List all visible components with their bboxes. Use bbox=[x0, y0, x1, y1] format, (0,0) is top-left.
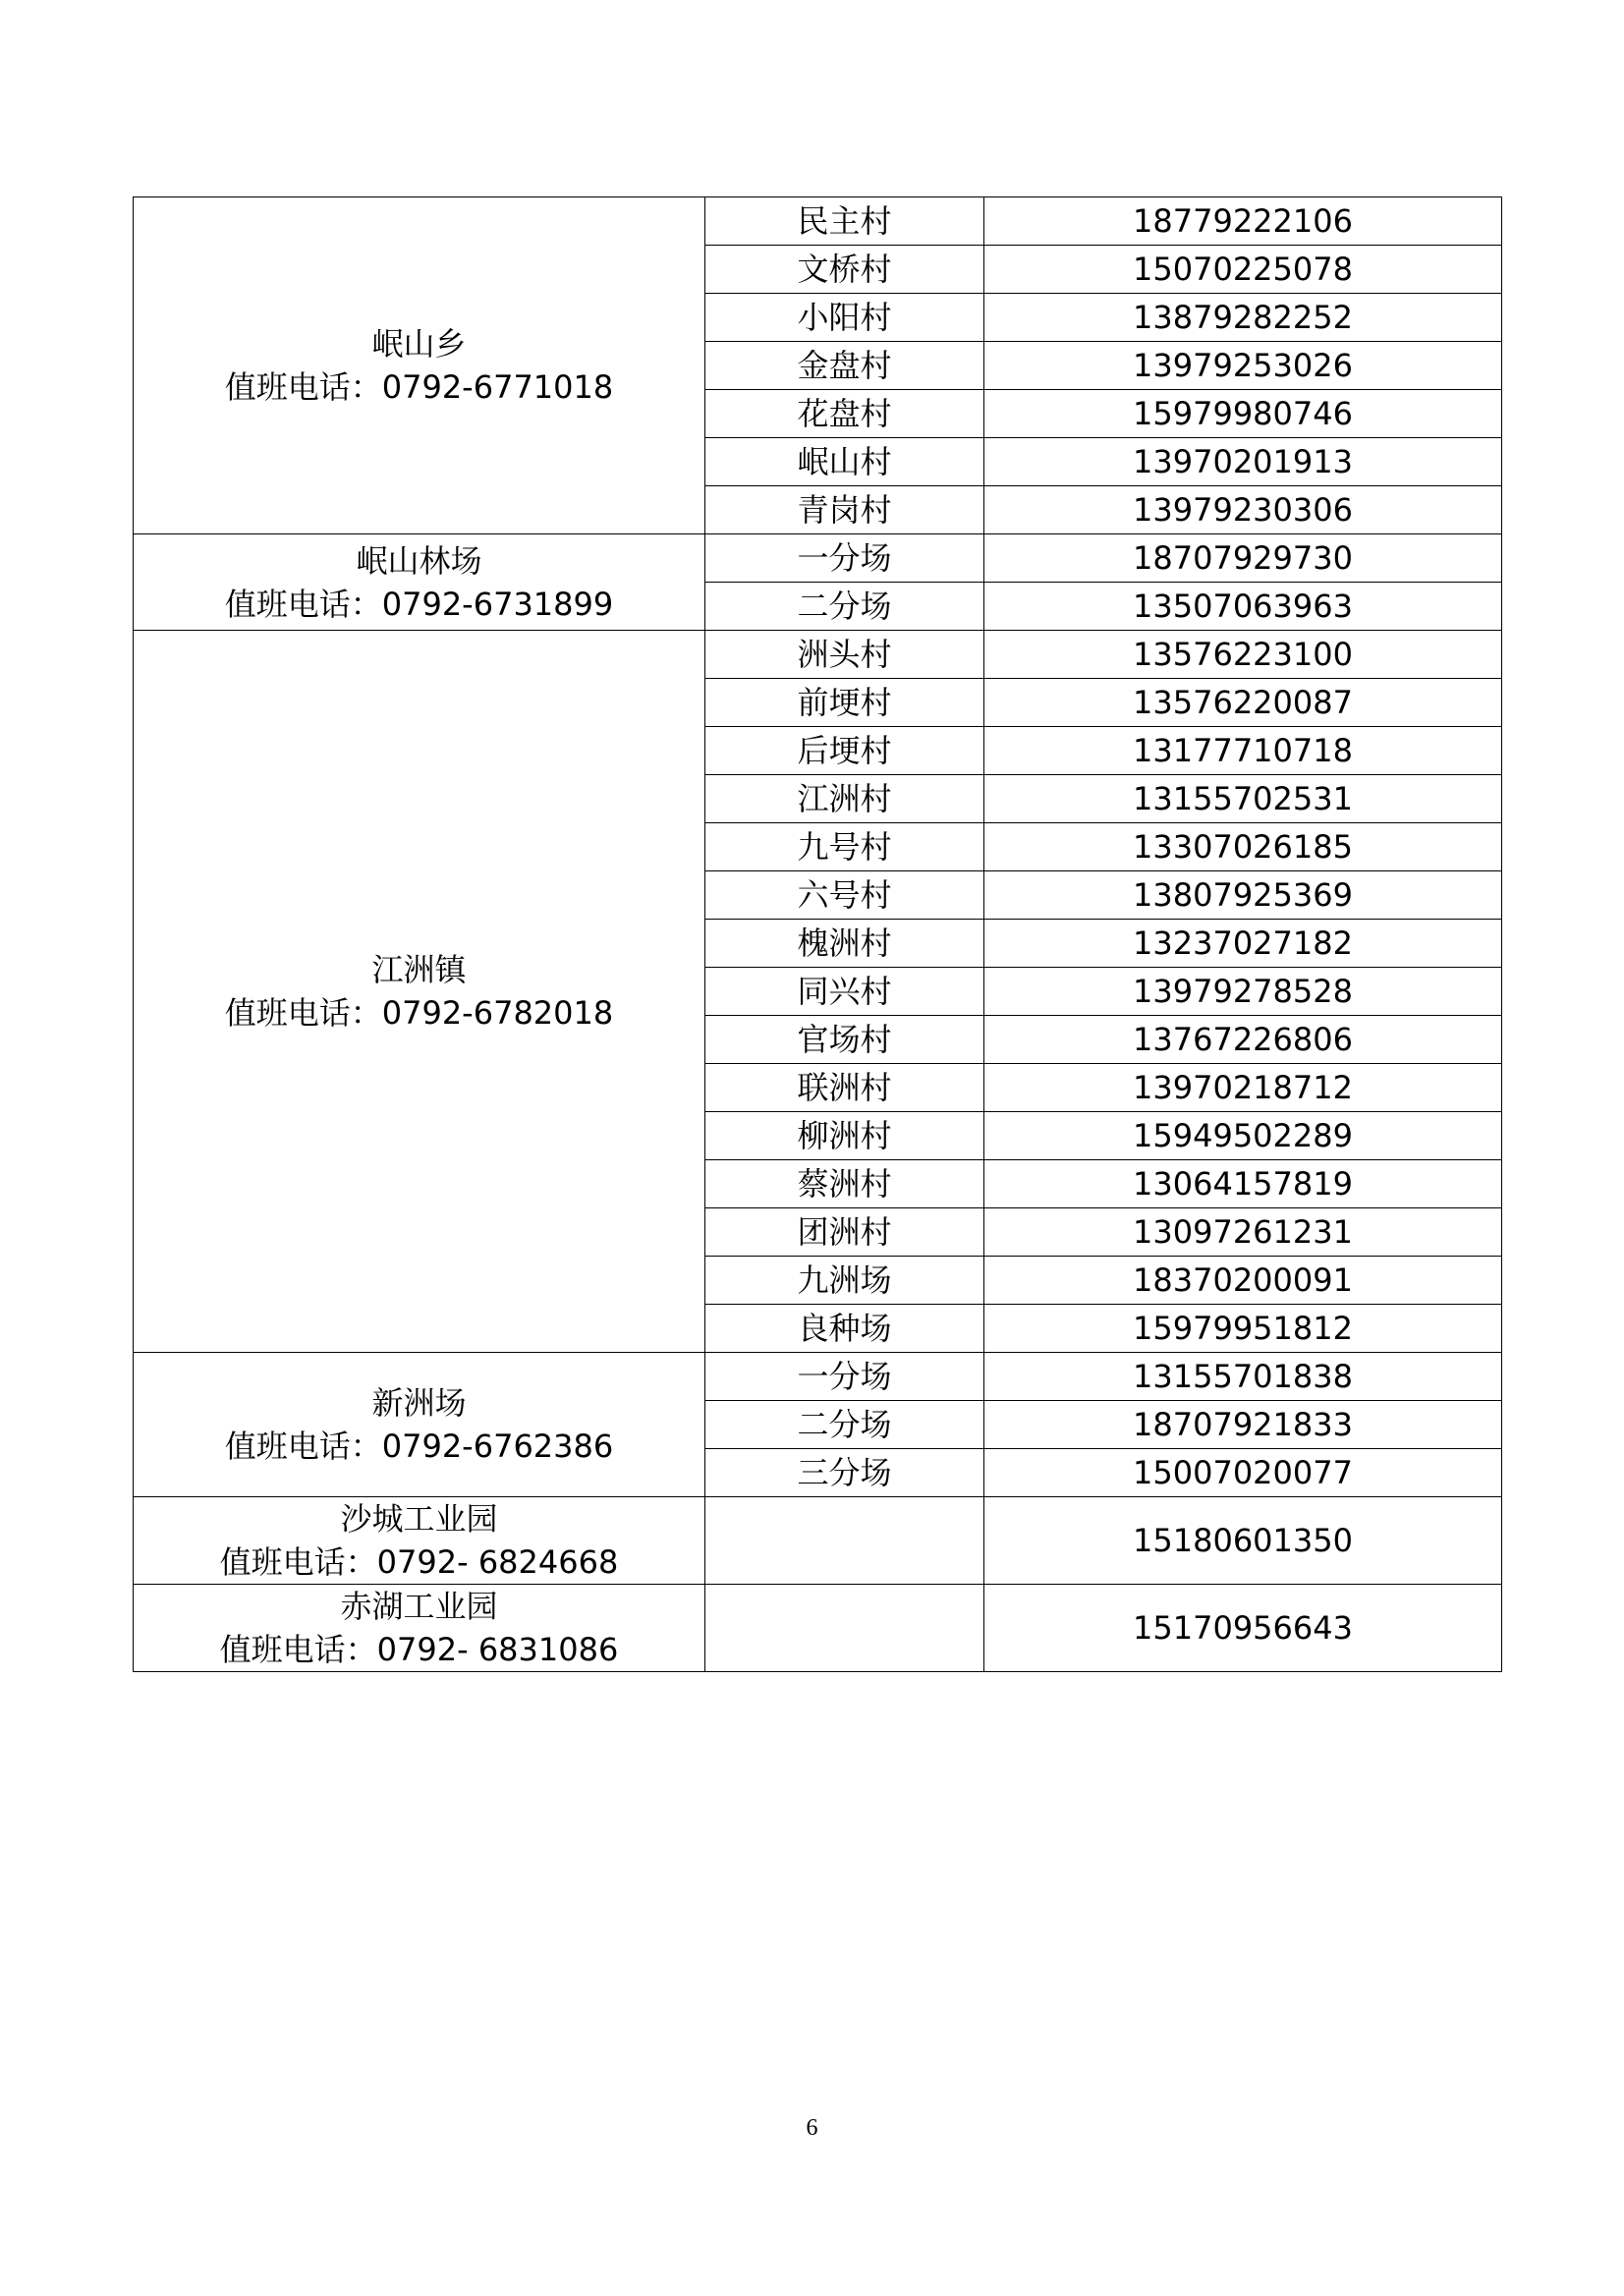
phone-cell: 13979253026 bbox=[984, 342, 1502, 390]
village-cell: 江洲村 bbox=[705, 775, 984, 823]
duty-phone: 值班电话：0792- 6831086 bbox=[219, 1631, 619, 1668]
village-cell: 青岗村 bbox=[705, 486, 984, 534]
village-cell: 二分场 bbox=[705, 583, 984, 631]
phone-cell: 13064157819 bbox=[984, 1160, 1502, 1208]
village-cell: 良种场 bbox=[705, 1305, 984, 1353]
village-cell: 岷山村 bbox=[705, 438, 984, 486]
village-cell: 三分场 bbox=[705, 1449, 984, 1497]
village-cell: 蔡洲村 bbox=[705, 1160, 984, 1208]
unit-name: 沙城工业园 bbox=[340, 1500, 498, 1538]
village-cell: 六号村 bbox=[705, 871, 984, 920]
duty-phone-table bbox=[133, 196, 1502, 1672]
phone-cell: 18370200091 bbox=[984, 1257, 1502, 1305]
phone-cell: 18707929730 bbox=[984, 534, 1502, 583]
phone-cell: 13979278528 bbox=[984, 968, 1502, 1016]
unit-cell bbox=[134, 197, 705, 534]
phone-cell: 13970218712 bbox=[984, 1064, 1502, 1112]
village-cell: 后埂村 bbox=[705, 727, 984, 775]
phone-cell: 18707921833 bbox=[984, 1401, 1502, 1449]
village-cell: 花盘村 bbox=[705, 390, 984, 438]
duty-phone: 值班电话：0792-6762386 bbox=[224, 1428, 614, 1465]
phone-cell: 13879282252 bbox=[984, 294, 1502, 342]
unit-cell bbox=[134, 1497, 705, 1585]
table-row bbox=[134, 1497, 1502, 1585]
village-cell: 同兴村 bbox=[705, 968, 984, 1016]
unit-name: 岷山林场 bbox=[356, 541, 482, 580]
phone-cell: 13979230306 bbox=[984, 486, 1502, 534]
phone-cell: 13767226806 bbox=[984, 1016, 1502, 1064]
duty-phone: 值班电话：0792-6782018 bbox=[224, 994, 614, 1032]
village-cell: 小阳村 bbox=[705, 294, 984, 342]
village-cell: 官场村 bbox=[705, 1016, 984, 1064]
village-cell: 一分场 bbox=[705, 1353, 984, 1401]
table-row bbox=[134, 197, 1502, 246]
village-cell: 一分场 bbox=[705, 534, 984, 583]
unit-name: 江洲镇 bbox=[371, 951, 467, 988]
phone-cell: 13807925369 bbox=[984, 871, 1502, 920]
phone-cell: 15070225078 bbox=[984, 246, 1502, 294]
village-cell: 文桥村 bbox=[705, 246, 984, 294]
phone-cell: 15007020077 bbox=[984, 1449, 1502, 1497]
table-row bbox=[134, 1585, 1502, 1672]
table-row bbox=[134, 1353, 1502, 1401]
unit-name: 新洲场 bbox=[371, 1384, 467, 1422]
phone-cell: 15180601350 bbox=[984, 1497, 1502, 1585]
phone-cell: 13237027182 bbox=[984, 920, 1502, 968]
village-cell bbox=[705, 1585, 984, 1672]
phone-cell: 15949502289 bbox=[984, 1112, 1502, 1160]
village-cell: 九号村 bbox=[705, 823, 984, 871]
village-cell: 民主村 bbox=[705, 197, 984, 246]
unit-cell bbox=[134, 1353, 705, 1497]
village-cell: 二分场 bbox=[705, 1401, 984, 1449]
duty-phone: 值班电话：0792- 6824668 bbox=[219, 1543, 619, 1581]
table-body bbox=[134, 197, 1502, 1672]
phone-cell: 13177710718 bbox=[984, 727, 1502, 775]
table-row bbox=[134, 631, 1502, 679]
village-cell: 槐洲村 bbox=[705, 920, 984, 968]
village-cell: 柳洲村 bbox=[705, 1112, 984, 1160]
unit-cell bbox=[134, 631, 705, 1353]
unit-cell bbox=[134, 534, 705, 631]
village-cell bbox=[705, 1497, 984, 1585]
unit-name: 赤湖工业园 bbox=[340, 1588, 498, 1625]
phone-cell: 15170956643 bbox=[984, 1585, 1502, 1672]
duty-phone: 值班电话：0792-6771018 bbox=[224, 368, 614, 406]
unit-cell bbox=[134, 1585, 705, 1672]
village-cell: 联洲村 bbox=[705, 1064, 984, 1112]
village-cell: 金盘村 bbox=[705, 342, 984, 390]
duty-phone: 值班电话：0792-6731899 bbox=[224, 585, 614, 623]
village-cell: 前埂村 bbox=[705, 679, 984, 727]
phone-cell: 13576223100 bbox=[984, 631, 1502, 679]
table-row bbox=[134, 534, 1502, 583]
village-cell: 九洲场 bbox=[705, 1257, 984, 1305]
phone-cell: 13155702531 bbox=[984, 775, 1502, 823]
phone-cell: 15979980746 bbox=[984, 390, 1502, 438]
phone-cell: 15979951812 bbox=[984, 1305, 1502, 1353]
phone-cell: 13307026185 bbox=[984, 823, 1502, 871]
unit-name: 岷山乡 bbox=[371, 325, 467, 363]
phone-cell: 18779222106 bbox=[984, 197, 1502, 246]
phone-cell: 13970201913 bbox=[984, 438, 1502, 486]
page-number: 6 bbox=[806, 2115, 818, 2141]
village-cell: 团洲村 bbox=[705, 1208, 984, 1257]
phone-cell: 13097261231 bbox=[984, 1208, 1502, 1257]
phone-cell: 13576220087 bbox=[984, 679, 1502, 727]
phone-cell: 13155701838 bbox=[984, 1353, 1502, 1401]
village-cell: 洲头村 bbox=[705, 631, 984, 679]
phone-cell: 13507063963 bbox=[984, 583, 1502, 631]
